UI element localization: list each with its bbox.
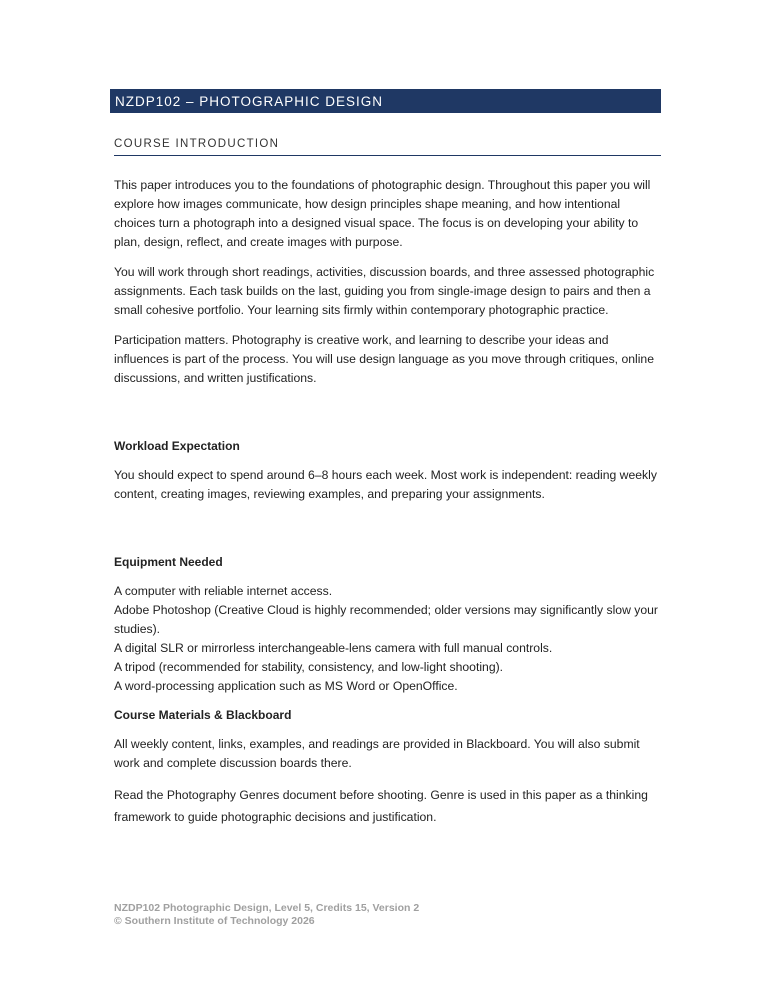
materials-paragraph-2: Read the Photography Genres document before shooting. Genre is used in this paper as a thinking framework to guide photographic decisions and justification. xyxy=(114,788,648,824)
intro-paragraph-1: This paper introduces you to the foundations of photographic design. Throughout this paper you will explore how images communicate, how design principles shape meaning, and how intentional choices turn a photograph into a designed visual space. The focus is on developing your ability to plan, design, reflect, and create images with purpose. xyxy=(114,178,651,249)
intro-paragraph-2: You will work through short readings, activities, discussion boards, and three assessed photographic assignments. Each task builds on the last, guiding you from single-image design to pairs and then a small cohesive portfolio. Your learning sits firmly within contemporary photographic practice. xyxy=(114,265,655,317)
materials-heading: Course Materials & Blackboard xyxy=(114,708,292,722)
materials-paragraph-1: All weekly content, links, examples, and readings are provided in Blackboard. You will also submit work and complete discussion boards there. xyxy=(114,737,640,770)
spacer xyxy=(114,454,661,466)
equipment-item: A digital SLR or mirrorless interchangeable-lens camera with full manual controls. xyxy=(114,641,553,655)
spacer xyxy=(114,723,661,735)
section-heading: COURSE INTRODUCTION xyxy=(114,138,280,150)
equipment-item: Adobe Photoshop (Creative Cloud is highly recommended; older versions may significantly slow your studies). xyxy=(114,603,658,636)
spacer xyxy=(114,399,661,438)
document-title-banner xyxy=(110,89,661,113)
intro-paragraph-3: Participation matters. Photography is creative work, and learning to describe your ideas and influences is part of the process. You will use design language as you move through critiques, online discussions, and written justifications. xyxy=(114,333,654,385)
section-divider xyxy=(114,155,661,156)
workload-paragraph: You should expect to spend around 6–8 hours each week. Most work is independent: reading weekly content, creating images, reviewing examples, and preparing your assignments. xyxy=(114,468,657,501)
document-body xyxy=(114,176,661,839)
footer-copyright: © Southern Institute of Technology 2026 xyxy=(114,915,315,927)
spacer xyxy=(114,570,661,582)
equipment-item: A word-processing application such as MS Word or OpenOffice. xyxy=(114,679,458,693)
equipment-list xyxy=(114,582,661,696)
equipment-heading: Equipment Needed xyxy=(114,555,223,569)
page-footer xyxy=(114,902,661,928)
equipment-item: A computer with reliable internet access. xyxy=(114,584,333,598)
document-title: NZDP102 – PHOTOGRAPHIC DESIGN xyxy=(115,94,384,109)
spacer xyxy=(114,515,661,554)
footer-course-info: NZDP102 Photographic Design, Level 5, Credits 15, Version 2 xyxy=(114,902,420,914)
equipment-item: A tripod (recommended for stability, consistency, and low-light shooting). xyxy=(114,660,504,674)
workload-heading: Workload Expectation xyxy=(114,439,240,453)
